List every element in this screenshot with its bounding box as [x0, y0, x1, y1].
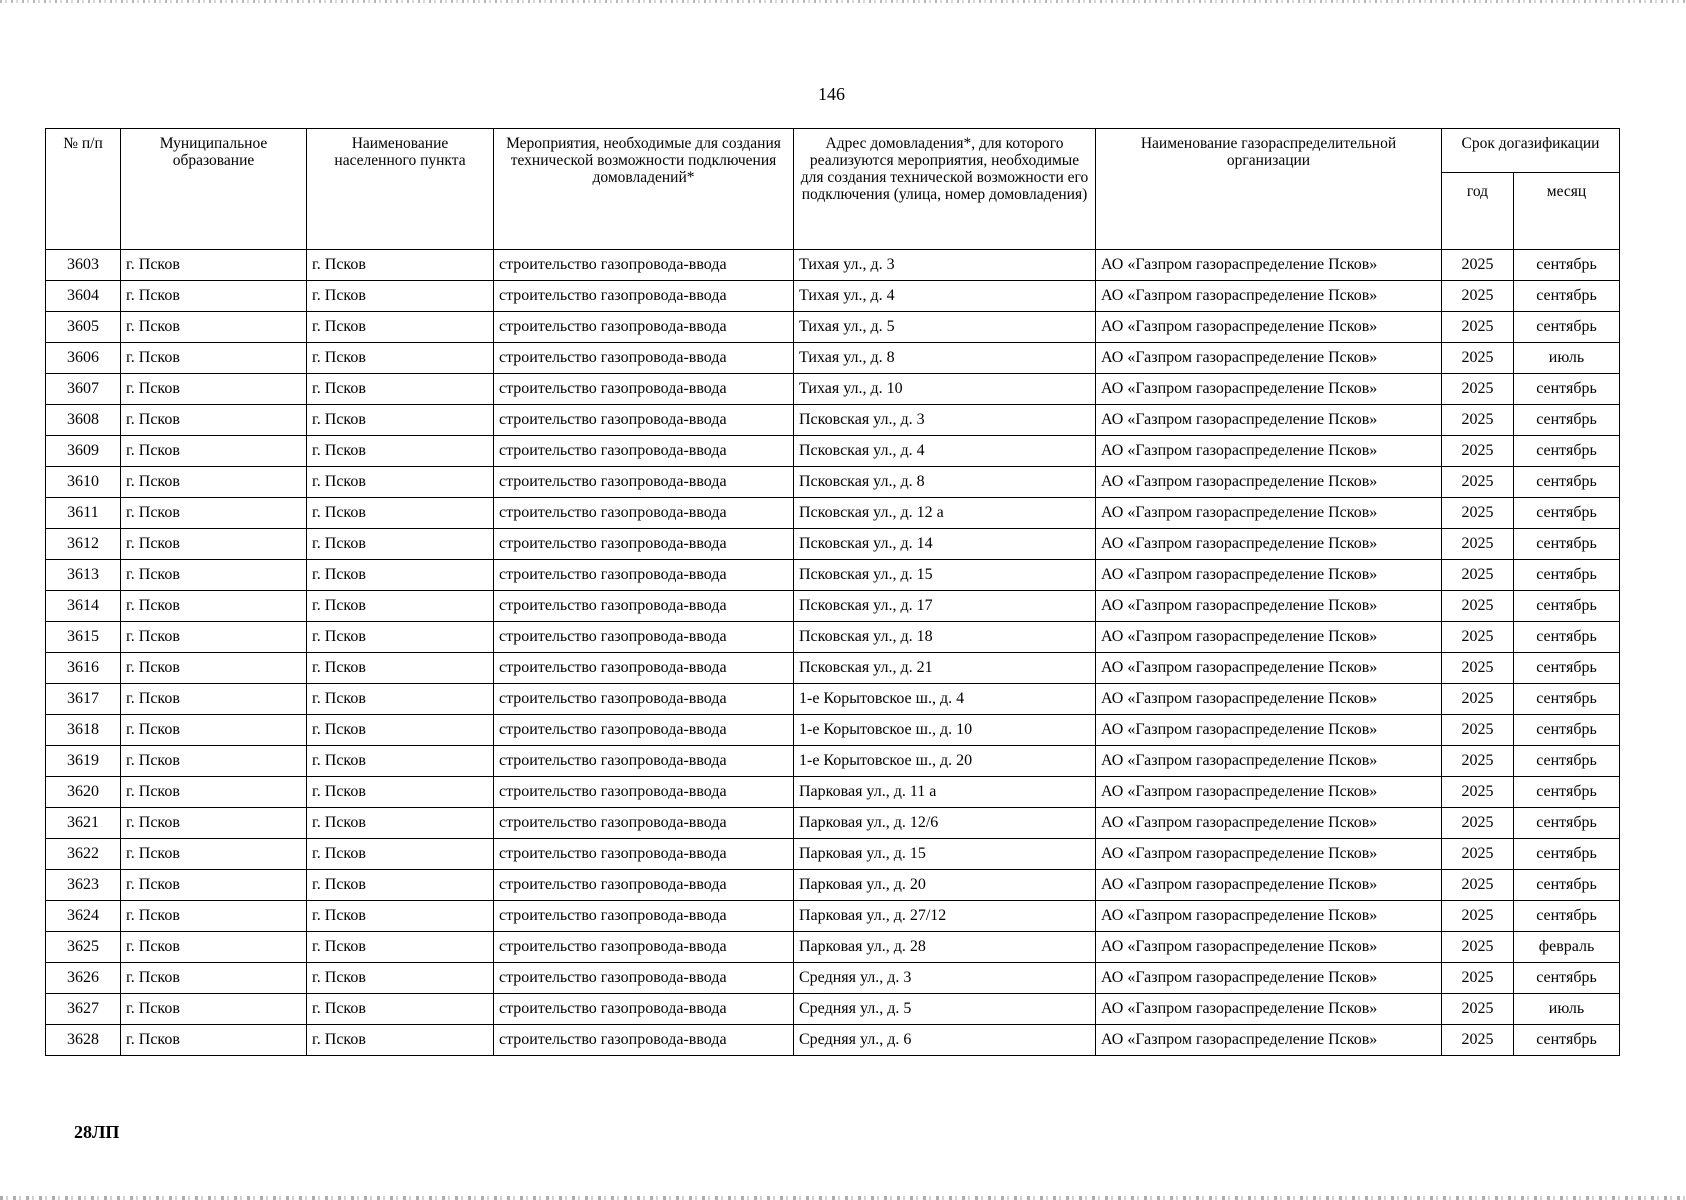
header-organization: Наименование газораспределительной организации [1096, 129, 1442, 250]
cell-year: 2025 [1442, 1025, 1514, 1056]
cell-organization: АО «Газпром газораспределение Псков» [1096, 808, 1442, 839]
cell-address: Парковая ул., д. 12/6 [794, 808, 1096, 839]
cell-activity: строительство газопровода-ввода [494, 684, 794, 715]
cell-locality: г. Псков [307, 560, 494, 591]
cell-month: сентябрь [1514, 498, 1620, 529]
table-row [46, 560, 1620, 591]
cell-municipality: г. Псков [121, 808, 307, 839]
cell-activity: строительство газопровода-ввода [494, 560, 794, 591]
cell-activity: строительство газопровода-ввода [494, 1025, 794, 1056]
cell-organization: АО «Газпром газораспределение Псков» [1096, 1025, 1442, 1056]
cell-address: Тихая ул., д. 5 [794, 312, 1096, 343]
cell-num: 3623 [46, 870, 121, 901]
header-address: Адрес домовладения*, для которого реализуются мероприятия, необходимые для создания технической возможности его подключения (улица, номер домовладения) [794, 129, 1096, 250]
cell-address: Псковская ул., д. 14 [794, 529, 1096, 560]
cell-num: 3626 [46, 963, 121, 994]
table-row [46, 963, 1620, 994]
cell-municipality: г. Псков [121, 1025, 307, 1056]
cell-num: 3613 [46, 560, 121, 591]
cell-organization: АО «Газпром газораспределение Псков» [1096, 901, 1442, 932]
cell-organization: АО «Газпром газораспределение Псков» [1096, 467, 1442, 498]
cell-organization: АО «Газпром газораспределение Псков» [1096, 529, 1442, 560]
header-row-1 [46, 129, 1620, 173]
cell-month: сентябрь [1514, 808, 1620, 839]
cell-locality: г. Псков [307, 901, 494, 932]
cell-num: 3609 [46, 436, 121, 467]
cell-year: 2025 [1442, 498, 1514, 529]
cell-locality: г. Псков [307, 746, 494, 777]
cell-address: 1-е Корытовское ш., д. 4 [794, 684, 1096, 715]
cell-activity: строительство газопровода-ввода [494, 312, 794, 343]
cell-locality: г. Псков [307, 622, 494, 653]
cell-year: 2025 [1442, 436, 1514, 467]
cell-num: 3610 [46, 467, 121, 498]
cell-address: Средняя ул., д. 3 [794, 963, 1096, 994]
cell-month: сентябрь [1514, 405, 1620, 436]
cell-year: 2025 [1442, 281, 1514, 312]
cell-month: сентябрь [1514, 715, 1620, 746]
cell-year: 2025 [1442, 963, 1514, 994]
cell-municipality: г. Псков [121, 932, 307, 963]
cell-organization: АО «Газпром газораспределение Псков» [1096, 436, 1442, 467]
table-body [46, 250, 1620, 1056]
cell-activity: строительство газопровода-ввода [494, 653, 794, 684]
cell-locality: г. Псков [307, 343, 494, 374]
cell-num: 3619 [46, 746, 121, 777]
gasification-table [45, 128, 1620, 1056]
cell-num: 3624 [46, 901, 121, 932]
cell-locality: г. Псков [307, 529, 494, 560]
cell-month: сентябрь [1514, 591, 1620, 622]
cell-address: Тихая ул., д. 4 [794, 281, 1096, 312]
cell-activity: строительство газопровода-ввода [494, 436, 794, 467]
cell-locality: г. Псков [307, 250, 494, 281]
table-header [46, 129, 1620, 250]
cell-year: 2025 [1442, 994, 1514, 1025]
cell-num: 3607 [46, 374, 121, 405]
table-row [46, 839, 1620, 870]
cell-locality: г. Псков [307, 498, 494, 529]
cell-municipality: г. Псков [121, 281, 307, 312]
cell-address: Псковская ул., д. 4 [794, 436, 1096, 467]
table-row [46, 591, 1620, 622]
cell-num: 3616 [46, 653, 121, 684]
cell-num: 3608 [46, 405, 121, 436]
cell-year: 2025 [1442, 405, 1514, 436]
cell-municipality: г. Псков [121, 963, 307, 994]
cell-organization: АО «Газпром газораспределение Псков» [1096, 405, 1442, 436]
cell-organization: АО «Газпром газораспределение Псков» [1096, 839, 1442, 870]
cell-activity: строительство газопровода-ввода [494, 467, 794, 498]
cell-organization: АО «Газпром газораспределение Псков» [1096, 343, 1442, 374]
cell-municipality: г. Псков [121, 994, 307, 1025]
cell-activity: строительство газопровода-ввода [494, 932, 794, 963]
cell-year: 2025 [1442, 343, 1514, 374]
table-row [46, 405, 1620, 436]
cell-month: сентябрь [1514, 746, 1620, 777]
cell-organization: АО «Газпром газораспределение Псков» [1096, 653, 1442, 684]
cell-municipality: г. Псков [121, 622, 307, 653]
cell-municipality: г. Псков [121, 374, 307, 405]
cell-month: сентябрь [1514, 684, 1620, 715]
cell-address: Тихая ул., д. 10 [794, 374, 1096, 405]
table-row [46, 901, 1620, 932]
cell-municipality: г. Псков [121, 529, 307, 560]
cell-locality: г. Псков [307, 591, 494, 622]
cell-num: 3605 [46, 312, 121, 343]
cell-activity: строительство газопровода-ввода [494, 870, 794, 901]
cell-activity: строительство газопровода-ввода [494, 746, 794, 777]
cell-num: 3627 [46, 994, 121, 1025]
cell-organization: АО «Газпром газораспределение Псков» [1096, 777, 1442, 808]
cell-year: 2025 [1442, 808, 1514, 839]
cell-month: сентябрь [1514, 560, 1620, 591]
cell-year: 2025 [1442, 250, 1514, 281]
cell-activity: строительство газопровода-ввода [494, 498, 794, 529]
cell-activity: строительство газопровода-ввода [494, 963, 794, 994]
cell-activity: строительство газопровода-ввода [494, 994, 794, 1025]
table-row [46, 312, 1620, 343]
table-row [46, 1025, 1620, 1056]
table-row [46, 498, 1620, 529]
cell-locality: г. Псков [307, 870, 494, 901]
cell-locality: г. Псков [307, 839, 494, 870]
cell-month: сентябрь [1514, 1025, 1620, 1056]
cell-num: 3622 [46, 839, 121, 870]
cell-municipality: г. Псков [121, 250, 307, 281]
cell-municipality: г. Псков [121, 839, 307, 870]
cell-activity: строительство газопровода-ввода [494, 591, 794, 622]
cell-organization: АО «Газпром газораспределение Псков» [1096, 374, 1442, 405]
table-row [46, 343, 1620, 374]
cell-locality: г. Псков [307, 312, 494, 343]
cell-organization: АО «Газпром газораспределение Псков» [1096, 715, 1442, 746]
cell-num: 3606 [46, 343, 121, 374]
cell-year: 2025 [1442, 870, 1514, 901]
cell-municipality: г. Псков [121, 405, 307, 436]
cell-municipality: г. Псков [121, 653, 307, 684]
cell-address: Тихая ул., д. 8 [794, 343, 1096, 374]
cell-year: 2025 [1442, 839, 1514, 870]
cell-year: 2025 [1442, 529, 1514, 560]
cell-activity: строительство газопровода-ввода [494, 715, 794, 746]
cell-month: сентябрь [1514, 839, 1620, 870]
cell-activity: строительство газопровода-ввода [494, 808, 794, 839]
cell-address: Парковая ул., д. 15 [794, 839, 1096, 870]
cell-num: 3628 [46, 1025, 121, 1056]
cell-locality: г. Псков [307, 374, 494, 405]
cell-num: 3611 [46, 498, 121, 529]
cell-num: 3612 [46, 529, 121, 560]
cell-month: сентябрь [1514, 467, 1620, 498]
table-row [46, 746, 1620, 777]
cell-address: Псковская ул., д. 18 [794, 622, 1096, 653]
cell-organization: АО «Газпром газораспределение Псков» [1096, 684, 1442, 715]
cell-municipality: г. Псков [121, 467, 307, 498]
cell-month: сентябрь [1514, 963, 1620, 994]
cell-month: сентябрь [1514, 870, 1620, 901]
cell-locality: г. Псков [307, 963, 494, 994]
cell-address: Псковская ул., д. 17 [794, 591, 1096, 622]
cell-num: 3604 [46, 281, 121, 312]
cell-year: 2025 [1442, 653, 1514, 684]
cell-address: Псковская ул., д. 15 [794, 560, 1096, 591]
cell-locality: г. Псков [307, 994, 494, 1025]
cell-year: 2025 [1442, 312, 1514, 343]
table-row [46, 467, 1620, 498]
cell-address: Средняя ул., д. 5 [794, 994, 1096, 1025]
cell-month: сентябрь [1514, 777, 1620, 808]
table-row [46, 529, 1620, 560]
cell-month: сентябрь [1514, 529, 1620, 560]
cell-month: июль [1514, 994, 1620, 1025]
table-row [46, 374, 1620, 405]
cell-municipality: г. Псков [121, 684, 307, 715]
cell-municipality: г. Псков [121, 560, 307, 591]
cell-month: июль [1514, 343, 1620, 374]
cell-address: Парковая ул., д. 20 [794, 870, 1096, 901]
cell-address: Псковская ул., д. 12 а [794, 498, 1096, 529]
cell-month: сентябрь [1514, 312, 1620, 343]
table-row [46, 808, 1620, 839]
table-row [46, 622, 1620, 653]
cell-year: 2025 [1442, 715, 1514, 746]
cell-organization: АО «Газпром газораспределение Псков» [1096, 994, 1442, 1025]
cell-activity: строительство газопровода-ввода [494, 839, 794, 870]
cell-address: Псковская ул., д. 21 [794, 653, 1096, 684]
cell-organization: АО «Газпром газораспределение Псков» [1096, 870, 1442, 901]
cell-activity: строительство газопровода-ввода [494, 281, 794, 312]
table-row [46, 777, 1620, 808]
cell-num: 3615 [46, 622, 121, 653]
cell-month: сентябрь [1514, 436, 1620, 467]
cell-address: Парковая ул., д. 28 [794, 932, 1096, 963]
cell-year: 2025 [1442, 684, 1514, 715]
cell-municipality: г. Псков [121, 870, 307, 901]
cell-address: Тихая ул., д. 3 [794, 250, 1096, 281]
header-locality: Наименование населенного пункта [307, 129, 494, 250]
cell-activity: строительство газопровода-ввода [494, 250, 794, 281]
cell-num: 3620 [46, 777, 121, 808]
scan-edge-top [0, 0, 1686, 3]
header-month: месяц [1514, 173, 1620, 250]
cell-organization: АО «Газпром газораспределение Псков» [1096, 498, 1442, 529]
cell-year: 2025 [1442, 777, 1514, 808]
cell-municipality: г. Псков [121, 777, 307, 808]
cell-activity: строительство газопровода-ввода [494, 405, 794, 436]
cell-activity: строительство газопровода-ввода [494, 901, 794, 932]
cell-month: сентябрь [1514, 901, 1620, 932]
scan-edge-bottom [0, 1196, 1686, 1200]
cell-address: Псковская ул., д. 3 [794, 405, 1096, 436]
cell-municipality: г. Псков [121, 343, 307, 374]
cell-municipality: г. Псков [121, 312, 307, 343]
cell-organization: АО «Газпром газораспределение Псков» [1096, 281, 1442, 312]
cell-municipality: г. Псков [121, 746, 307, 777]
cell-municipality: г. Псков [121, 715, 307, 746]
cell-address: Парковая ул., д. 27/12 [794, 901, 1096, 932]
table-row [46, 653, 1620, 684]
cell-address: Парковая ул., д. 11 а [794, 777, 1096, 808]
cell-num: 3614 [46, 591, 121, 622]
cell-locality: г. Псков [307, 684, 494, 715]
table-row [46, 436, 1620, 467]
cell-locality: г. Псков [307, 467, 494, 498]
cell-locality: г. Псков [307, 281, 494, 312]
cell-activity: строительство газопровода-ввода [494, 343, 794, 374]
cell-locality: г. Псков [307, 653, 494, 684]
cell-address: 1-е Корытовское ш., д. 20 [794, 746, 1096, 777]
header-municipality: Муниципальное образование [121, 129, 307, 250]
header-num: № п/п [46, 129, 121, 250]
cell-municipality: г. Псков [121, 591, 307, 622]
cell-locality: г. Псков [307, 932, 494, 963]
cell-locality: г. Псков [307, 715, 494, 746]
cell-year: 2025 [1442, 746, 1514, 777]
cell-locality: г. Псков [307, 1025, 494, 1056]
cell-month: сентябрь [1514, 653, 1620, 684]
header-year: год [1442, 173, 1514, 250]
page-number: 146 [818, 84, 845, 104]
cell-organization: АО «Газпром газораспределение Псков» [1096, 560, 1442, 591]
cell-locality: г. Псков [307, 777, 494, 808]
cell-locality: г. Псков [307, 436, 494, 467]
table-row [46, 684, 1620, 715]
cell-locality: г. Псков [307, 808, 494, 839]
cell-organization: АО «Газпром газораспределение Псков» [1096, 250, 1442, 281]
cell-organization: АО «Газпром газораспределение Псков» [1096, 746, 1442, 777]
cell-year: 2025 [1442, 467, 1514, 498]
cell-address: 1-е Корытовское ш., д. 10 [794, 715, 1096, 746]
table-row [46, 870, 1620, 901]
cell-address: Средняя ул., д. 6 [794, 1025, 1096, 1056]
cell-year: 2025 [1442, 622, 1514, 653]
cell-address: Псковская ул., д. 8 [794, 467, 1096, 498]
table-row [46, 932, 1620, 963]
cell-num: 3618 [46, 715, 121, 746]
cell-locality: г. Псков [307, 405, 494, 436]
header-activity: Мероприятия, необходимые для создания технической возможности подключения домовладений* [494, 129, 794, 250]
cell-organization: АО «Газпром газораспределение Псков» [1096, 312, 1442, 343]
cell-month: февраль [1514, 932, 1620, 963]
cell-activity: строительство газопровода-ввода [494, 622, 794, 653]
cell-year: 2025 [1442, 560, 1514, 591]
cell-year: 2025 [1442, 591, 1514, 622]
cell-num: 3617 [46, 684, 121, 715]
cell-organization: АО «Газпром газораспределение Псков» [1096, 963, 1442, 994]
cell-num: 3603 [46, 250, 121, 281]
cell-year: 2025 [1442, 932, 1514, 963]
cell-activity: строительство газопровода-ввода [494, 529, 794, 560]
cell-num: 3625 [46, 932, 121, 963]
cell-month: сентябрь [1514, 622, 1620, 653]
cell-municipality: г. Псков [121, 498, 307, 529]
cell-year: 2025 [1442, 901, 1514, 932]
cell-month: сентябрь [1514, 374, 1620, 405]
table-row [46, 250, 1620, 281]
table-row [46, 281, 1620, 312]
cell-num: 3621 [46, 808, 121, 839]
table-row [46, 715, 1620, 746]
cell-organization: АО «Газпром газораспределение Псков» [1096, 932, 1442, 963]
table-row [46, 994, 1620, 1025]
cell-municipality: г. Псков [121, 901, 307, 932]
cell-organization: АО «Газпром газораспределение Псков» [1096, 591, 1442, 622]
header-deadline: Срок догазификации [1442, 129, 1620, 173]
cell-municipality: г. Псков [121, 436, 307, 467]
cell-year: 2025 [1442, 374, 1514, 405]
footer-code: 28ЛП [74, 1122, 120, 1142]
cell-activity: строительство газопровода-ввода [494, 374, 794, 405]
cell-organization: АО «Газпром газораспределение Псков» [1096, 622, 1442, 653]
cell-month: сентябрь [1514, 281, 1620, 312]
cell-activity: строительство газопровода-ввода [494, 777, 794, 808]
cell-month: сентябрь [1514, 250, 1620, 281]
